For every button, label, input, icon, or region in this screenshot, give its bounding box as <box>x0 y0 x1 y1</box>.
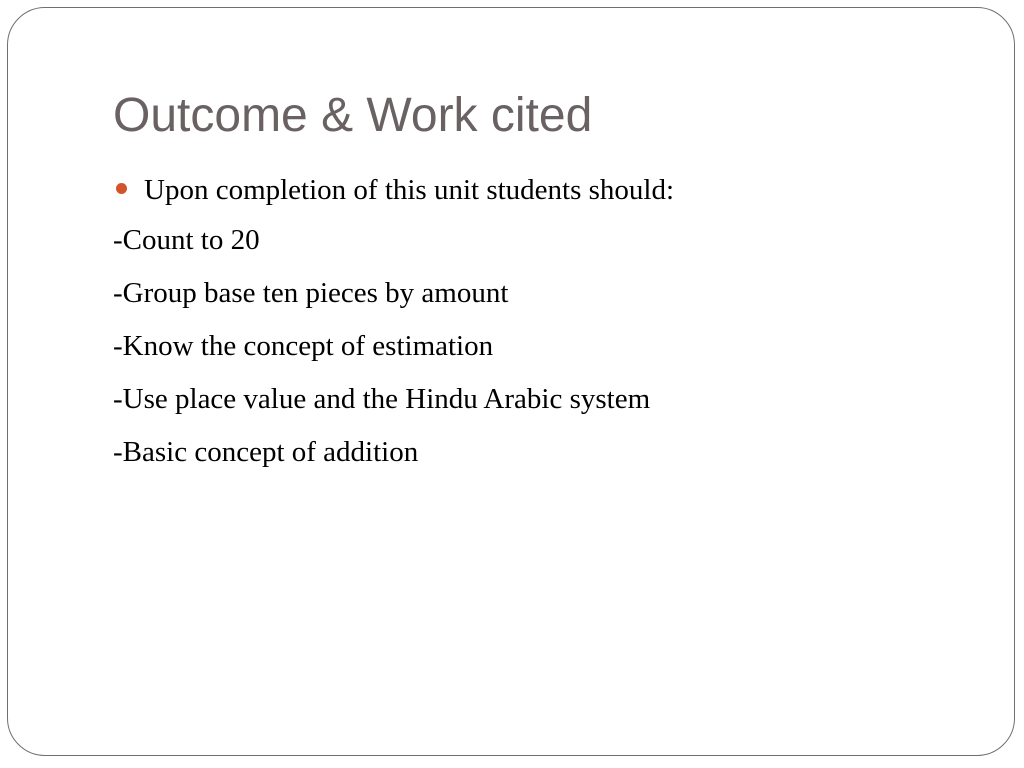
outcome-line-group: -Group base ten pieces by amount <box>113 277 509 309</box>
slide-title: Outcome & Work cited <box>113 89 593 142</box>
slide-content <box>113 167 933 479</box>
bullet-item <box>113 167 933 213</box>
outcome-line-place-value: -Use place value and the Hindu Arabic system <box>113 383 651 415</box>
bullet-text: Upon completion of this unit students should: <box>144 174 675 206</box>
bullet-dot-icon <box>116 183 127 194</box>
outcome-line-addition: -Basic concept of addition <box>113 436 419 468</box>
outcome-line-count: -Count to 20 <box>113 224 260 256</box>
outcome-line-estimation: -Know the concept of estimation <box>113 330 494 362</box>
